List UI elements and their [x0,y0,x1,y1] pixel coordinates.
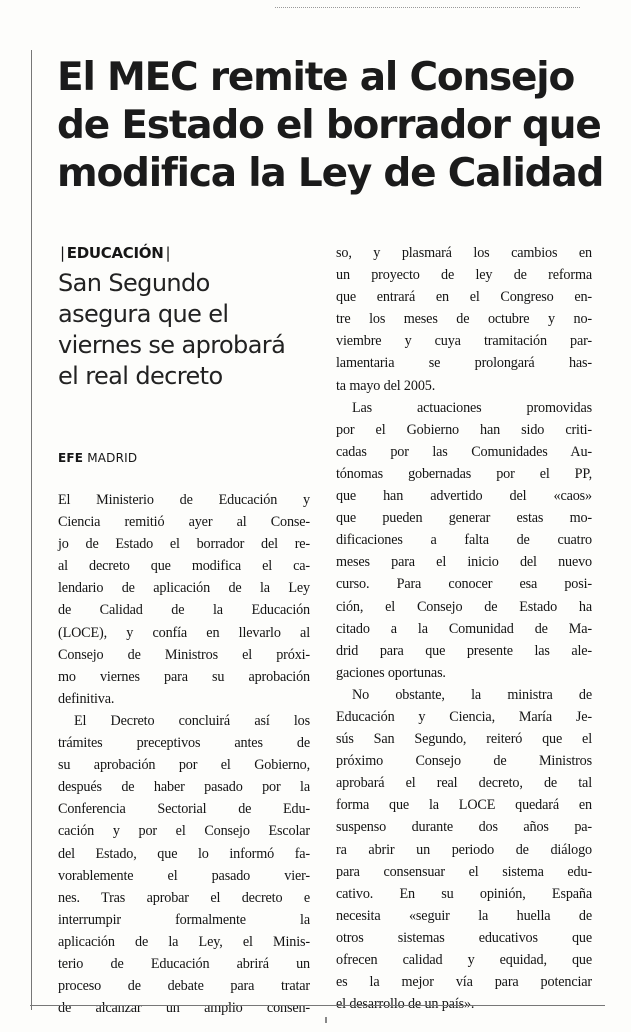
text-line: vorablemente el pasado vier- [58,867,310,884]
text-line: próximo Consejo de Ministros [336,753,592,770]
text-line: El Decreto concluirá así los [74,712,310,729]
text-line: por el Gobierno han sido criti- [336,421,592,438]
subheadline-line: viernes se aprobará [58,331,286,359]
text-line: Conferencia Sectorial de Edu- [58,801,310,818]
text-line: su aprobación por el Gobierno, [58,757,310,774]
top-dotted-rule [275,7,580,8]
text-line: es la mejor vía para potenciar [336,974,592,991]
text-line: (LOCE), y confía en llevarlo al [58,624,310,641]
subheadline-line: San Segundo [58,269,210,297]
text-line: interrumpir formalmente la [58,911,310,928]
text-line: citado a la Comunidad de Ma- [336,620,592,637]
text-line: Consejo de Ministros el próxi- [58,646,310,663]
headline-line: El MEC remite al Consejo [57,55,575,100]
text-line: trámites preceptivos antes de [58,735,310,752]
byline-location: MADRID [87,451,138,465]
text-line: aprobará el real decreto, de tal [336,775,592,792]
text-line: tónomas gobernadas por el PP, [336,465,592,482]
section-divider: | [165,244,171,262]
text-line: que han advertido del «caos» [336,488,592,505]
text-line: de alcanzar un amplio consen- [58,1000,310,1017]
text-line: de Calidad de la Educación [58,602,310,619]
bottom-rule [30,1005,605,1006]
text-line: ta mayo del 2005. [336,377,436,394]
headline-line: modifica la Ley de Calidad [57,151,604,196]
text-line: definitiva. [58,690,115,707]
text-line: al decreto que modifica el ca- [58,558,310,575]
text-line: Ciencia remitió ayer al Conse- [58,514,310,531]
subheadline-line: el real decreto [58,362,223,390]
text-line: nes. Tras aprobar el decreto e [58,889,310,906]
text-line: viembre y cuya tramitación par- [336,333,592,350]
text-line: Educación y Ciencia, María Je- [336,708,592,725]
text-line: el desarrollo de un país». [336,996,475,1013]
text-line: forma que la LOCE quedará en [336,797,592,814]
text-line: ra abrir un periodo de diálogo [336,841,592,858]
text-line: El Ministerio de Educación y [58,492,310,508]
left-column-rule [31,50,32,1010]
headline-line: de Estado el borrador que [57,103,601,148]
text-line: ción, el Consejo de Estado ha [336,598,592,615]
byline-agency: EFE [58,451,84,465]
right-column [336,242,592,1015]
text-line: que entrará en el Congreso en- [336,289,592,306]
left-column [58,242,310,1019]
text-line: cadas por las Comunidades Au- [336,443,592,460]
headline [57,54,617,198]
text-line: Las actuaciones promovidas [352,399,592,416]
text-line: sús San Segundo, reiteró que el [336,731,592,748]
text-line: terio de Educación abrirá un [58,955,310,972]
text-line: drid para que presente las ale- [336,642,592,659]
text-line: dificaciones a falta de cuatro [336,532,592,549]
subheadline-line: asegura que el [58,300,229,328]
text-line: gaciones oportunas. [336,664,446,681]
text-line: cación y por el Consejo Escolar [58,823,310,840]
text-line: del Estado, que lo informó fa- [58,845,310,862]
text-line: meses para el inicio del nuevo [336,554,592,571]
section-divider: | [60,244,65,262]
text-line: otros sistemas educativos que [336,929,592,946]
text-line: suspenso durante dos años pa- [336,819,592,836]
text-line: lamentaria se prolongará has- [336,355,592,372]
left-body-text [58,489,310,1019]
section-tag [58,242,310,266]
text-line: cativo. En su opinión, España [336,885,592,902]
text-line: aplicación de la Ley, el Minis- [58,933,310,950]
text-line: so, y plasmará los cambios en [336,245,592,261]
text-line: que pueden generar estas mo- [336,510,592,527]
text-line: proceso de debate para tratar [58,978,310,995]
section-label: EDUCACIÓN [66,244,164,262]
text-line: curso. Para conocer esa posi- [336,576,592,593]
text-line: necesita «seguir la huella de [336,907,592,924]
text-line: lendario de aplicación de la Ley [58,580,310,597]
text-line: después de haber pasado por la [58,779,310,796]
text-line: mo viernes para su aprobación [58,668,310,685]
text-line: jo de Estado el borrador del re- [58,536,310,553]
text-line: para consensuar el sistema edu- [336,863,592,880]
bottom-tick-mark [325,1017,327,1023]
text-line: un proyecto de ley de reforma [336,267,592,284]
subheadline [58,268,310,392]
text-line: tre los meses de octubre y no- [336,311,592,328]
byline [58,447,310,469]
text-line: ofrecen calidad y equidad, que [336,952,592,968]
text-line: No obstante, la ministra de [352,686,592,703]
